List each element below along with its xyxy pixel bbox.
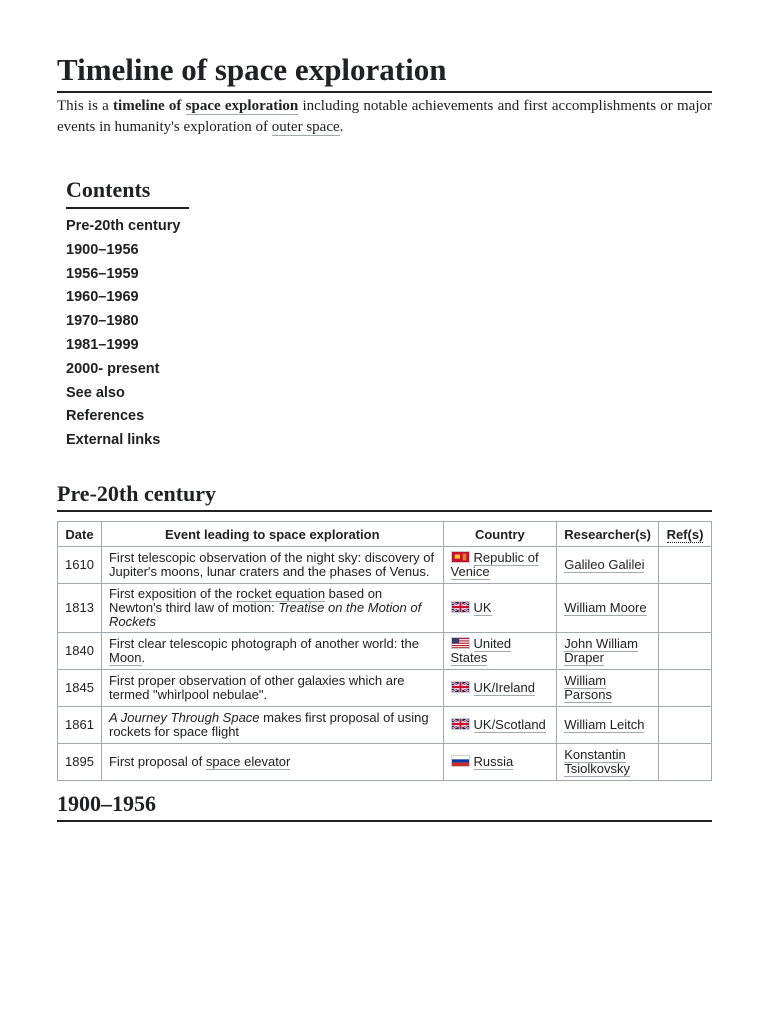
country-cell: [443, 744, 557, 781]
venice-flag-icon: [451, 551, 470, 563]
researcher-cell: [557, 707, 659, 744]
rocket-equation-link[interactable]: rocket equation: [236, 586, 326, 601]
researcher-link[interactable]: William Moore: [564, 600, 647, 615]
event-cell: [101, 547, 443, 584]
toc-item-pre-20th-century[interactable]: Pre-20th century: [66, 218, 181, 234]
column-header-event: Event leading to space exploration: [101, 522, 443, 547]
event-cell: [101, 633, 443, 670]
date-cell: 1840: [58, 633, 102, 670]
table-row: [58, 744, 712, 781]
uk-flag-icon: [451, 681, 470, 693]
event-text: First exposition of the: [108, 586, 237, 601]
toc-item-1981-1999[interactable]: 1981–1999: [66, 336, 139, 353]
event-cell: [101, 670, 443, 707]
event-cell: [101, 584, 443, 633]
date-cell: 1813: [58, 584, 102, 633]
event-cell: [101, 744, 443, 781]
event-text: First clear telescopic photograph of another world: the: [108, 636, 419, 651]
researcher-link[interactable]: William Leitch: [564, 717, 645, 732]
toc-item-1900-1956[interactable]: 1900–1956: [66, 241, 139, 258]
refs-abbreviation: Ref(s): [666, 526, 704, 542]
column-header-date: Date: [58, 522, 102, 547]
page-title: Timeline of space exploration: [57, 52, 712, 93]
moon-link[interactable]: Moon: [108, 650, 142, 665]
refs-cell: [658, 670, 711, 707]
event-italic-title: Treatise on the Motion of Rockets: [108, 600, 422, 629]
event-text: First telescopic observation of the night sky: discovery of Jupiter's moons, lunar craters and the phases of Venus.: [108, 550, 435, 579]
refs-cell: [658, 744, 711, 781]
country-link[interactable]: Republic of Venice: [450, 550, 539, 579]
date-cell: 1610: [58, 547, 102, 584]
country-cell: [443, 707, 557, 744]
country-link[interactable]: Russia: [473, 754, 514, 769]
event-text: .: [141, 650, 146, 665]
country-link[interactable]: UK/Scotland: [473, 717, 546, 732]
refs-cell: [658, 584, 711, 633]
date-cell: 1845: [58, 670, 102, 707]
researcher-link[interactable]: Galileo Galilei: [564, 557, 645, 572]
uk-flag-icon: [451, 718, 470, 730]
table-of-contents: [66, 176, 189, 453]
section-heading-1900-1956: 1900–1956: [57, 790, 712, 822]
refs-cell: [658, 633, 711, 670]
russia-flag-icon: [451, 755, 470, 767]
toc-item-references[interactable]: References: [66, 408, 145, 425]
event-text: makes first proposal of using rockets for space flight: [108, 710, 429, 739]
table-row: [58, 633, 712, 670]
toc-item-1970-1980[interactable]: 1970–1980: [66, 313, 139, 330]
country-link[interactable]: UK: [473, 600, 492, 615]
us-flag-icon: [451, 637, 470, 649]
table-header-row: [58, 522, 712, 547]
space-exploration-link[interactable]: [186, 98, 299, 115]
refs-cell: [658, 547, 711, 584]
column-header-refs: [658, 522, 711, 547]
table-row: [58, 547, 712, 584]
table-row: [58, 707, 712, 744]
section-heading-pre-20th-century: Pre-20th century: [57, 480, 712, 512]
event-cell: [101, 707, 443, 744]
event-text: First proposal of: [108, 754, 206, 769]
country-cell: [443, 547, 557, 584]
researcher-cell: [557, 670, 659, 707]
intro-bold: timeline of: [113, 98, 186, 114]
toc-item-1956-1959[interactable]: 1956–1959: [66, 265, 139, 282]
table-row: [58, 584, 712, 633]
toc-item-see-also[interactable]: See also: [66, 384, 125, 401]
researcher-cell: [557, 547, 659, 584]
column-header-country: Country: [443, 522, 557, 547]
researcher-cell: [557, 584, 659, 633]
toc-item-1960-1969[interactable]: 1960–1969: [66, 289, 139, 306]
toc-list: [66, 215, 189, 453]
event-text: First proper observation of other galaxies which are termed "whirlpool nebulae".: [108, 673, 405, 702]
country-cell: [443, 584, 557, 633]
intro-text: including notable achievements and first accomplishments or major events in humanity's exploration of: [57, 98, 712, 135]
uk-flag-icon: [451, 601, 470, 613]
researcher-link[interactable]: William Parsons: [564, 673, 612, 702]
table-row: [58, 670, 712, 707]
country-link[interactable]: UK/Ireland: [473, 680, 535, 695]
intro-paragraph: [57, 96, 712, 137]
column-header-researcher: Researcher(s): [557, 522, 659, 547]
researcher-link[interactable]: John William Draper: [564, 636, 638, 665]
outer-space-link[interactable]: outer space: [271, 118, 340, 135]
date-cell: 1895: [58, 744, 102, 781]
event-italic-title: A Journey Through Space: [108, 710, 260, 725]
intro-text: This is a: [57, 98, 114, 114]
intro-text: .: [339, 118, 344, 135]
researcher-cell: [557, 633, 659, 670]
toc-heading: Contents: [66, 176, 189, 209]
country-cell: [443, 633, 557, 670]
country-link[interactable]: United States: [450, 636, 512, 665]
timeline-table: [57, 521, 712, 781]
toc-item-external-links[interactable]: External links: [66, 432, 161, 449]
researcher-cell: [557, 744, 659, 781]
researcher-link[interactable]: Konstantin Tsiolkovsky: [564, 747, 630, 776]
country-cell: [443, 670, 557, 707]
date-cell: 1861: [58, 707, 102, 744]
refs-cell: [658, 707, 711, 744]
toc-item-2000-present[interactable]: 2000- present: [66, 360, 160, 377]
space-exploration-link-text: space exploration: [185, 98, 299, 114]
space-elevator-link[interactable]: space elevator: [205, 754, 291, 769]
event-text: based on Newton's third law of motion:: [108, 586, 383, 615]
